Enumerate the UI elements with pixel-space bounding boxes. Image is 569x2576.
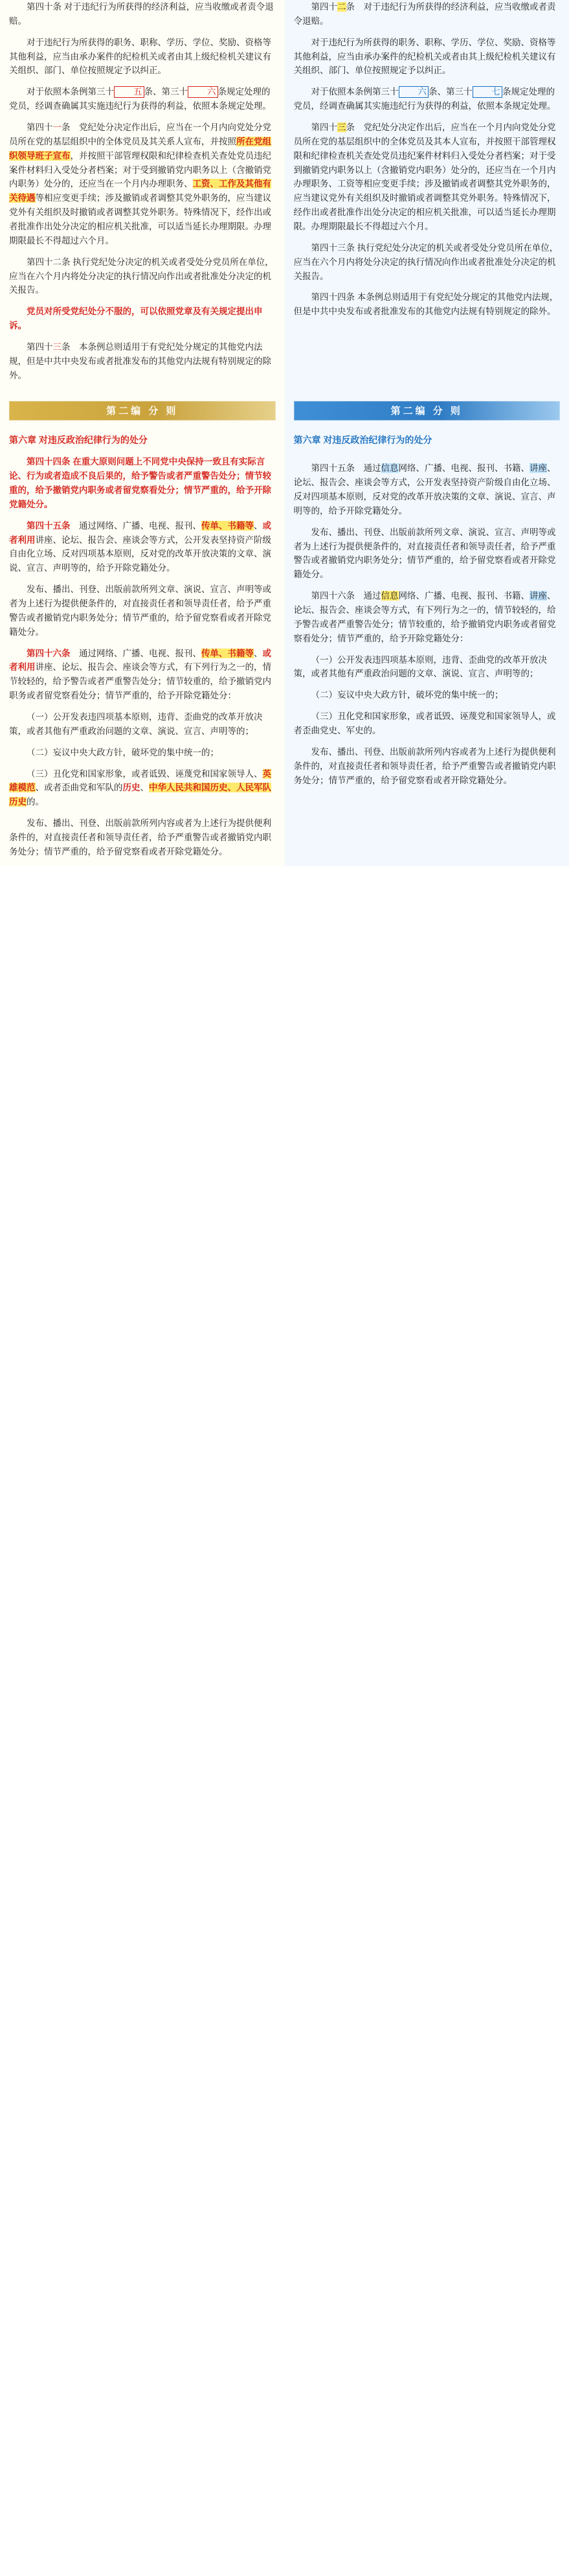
comparison-columns-top [0,0,569,390]
boxed-number: 六 [188,86,218,98]
paragraph: 第四十二条 对于违纪行为所获得的经济利益，应当收缴或者责令退赔。 [293,2,556,26]
paragraph: 对于违纪行为所获得的职务、职称、学历、学位、奖励、资格等其他利益，应当由承办案件的纪检机关或者由其上级纪检机关建议有关组织、部门、单位按照规定予以纠正。 [293,37,556,76]
list-item: （二）妄议中央大政方针，破坏党的集中统一的； [27,747,219,757]
banner-cell-right [285,390,569,430]
chapter-title-left: 第六章 对违反政治纪律行为的处分 [9,434,148,445]
document-page [0,0,569,866]
section-banner-row [0,390,569,430]
paragraph-article46-right: 第四十六条 通过信息网络、广播、电视、报刊、书籍、讲座、论坛、报告会、座谈会等方式，有下列行为之一的，情节较轻的，给予警告或者严重警告处分；情节较重的，给予撤销党内职务或者留党察看处分；情节严重的，给予开除党籍处分： [293,591,556,643]
banner-cell-left [0,390,285,430]
paragraph-article43: 第四十三条 本条例总则适用于有党纪处分规定的其他党内法规，但是中共中央发布或者批准发布的其他党内法规有特别规定的除外。 [9,342,271,380]
paragraph-article42: 第四十二条 执行党纪处分决定的机关或者受处分党员所在单位，应当在六个月内将处分决定的执行情况向作出或者批准处分决定的机关报告。 [9,257,274,295]
paragraph: 第四十条 对于违纪行为所获得的经济利益，应当收缴或者责令退赔。 [9,2,274,26]
paragraph-appeal-clause: 党员对所受党纪处分不服的，可以依照党章及有关规定提出申诉。 [9,306,263,331]
paragraph-article44: 第四十四条 本条例总则适用于有党纪处分规定的其他党内法规，但是中共中央发布或者批准发布的其他党内法规有特别规定的除外。 [293,292,559,317]
paragraph-article43: 第四十三条 党纪处分决定作出后，应当在一个月内向党处分党员所在党的基层组织中的全体党员及其本人宣布，并按照干部管理权限和纪律检查机关查处党员违纪案件材料归入受处分者档案；对于受到撤销党内职务以上（含撤销党内职务）处分的，还应当在一个月内办理职务、工资等相应变更手续；涉及撤销或者调整其党外职务的，应当建议党外有关组织及时撤销或者调整其党外职务。特殊情况下，经作出或者批准作出处分决定的相应机关批准，可以适当延长办理期限。办理期限最长不得超过六个月。 [293,122,556,232]
paragraph-article45-tail-right: 发布、播出、刊登、出版前款所列文章、演说、宣言、声明等或者为上述行为提供便条件的，对直接责任者和领导责任者，给予严重警告或者撤销党内职务处分；情节严重的，给予留党察看或者开除党籍处分。 [293,527,556,580]
boxed-number: 六 [399,86,429,98]
list-item: （二）妄议中央大政方针，破坏党的集中统一的； [311,690,504,700]
section-banner-label-left: 第二编 分 则 [9,401,276,420]
section-banner-left [9,400,276,421]
paragraph-article43b: 第四十三条 执行党纪处分决定的机关或者受处分党员所在单位，应当在六个月内将处分决定的执行情况向作出或者批准处分决定的机关报告。 [293,242,559,281]
list-item: （三）丑化党和国家形象，或者诋毁、诬蔑党和国家领导人、英雄模范、或者歪曲党和军队的历史、中华人民共和国历史、人民军队历史的。 [9,768,271,807]
paragraph: 对于依照本条例第三十 六 条、第三十 七 条规定处理的党员，经调查确属其实施违纪行为获得的利益，依照本条规定处理。 [293,87,556,111]
column-left-old-version [0,0,285,390]
boxed-number: 五 [114,86,144,98]
paragraph-article46-left: 第四十六条 通过网络、广播、电视、报刊、传单、书籍等、或者利用讲座、论坛、报告会、座谈会等方式，有下列行为之一的，情节较轻的，给予警告或者严重警告处分；情节较重的，给予撤销党内职务或者留党察看处分；情节严重的，给予开除党籍处分： [9,648,271,701]
paragraph-article41: 第四十一条 党纪处分决定作出后，应当在一个月内向党处分党员所在党的基层组织中的全体党员及其关系人宣布，并按照所在党组织领导班子宣布，并按照干部管理权限和纪律检查机关查处党员违纪案件材料归入受处分者档案；对于受到撤销党内职务以上（含撤销党内职务）处分的，还应当在一个月内办理职务、工资、工作及其他有关待遇等相应变更手续；涉及撤销或者调整其党外职务的，应当建议党外有关组织及时撤销或者调整其党外职务。特殊情况下，经作出或者批准作出处分决定的相应机关批准，可以适当延长办理期限。办理期限最长不得超过六个月。 [9,122,271,246]
paragraph-article45-right: 第四十五条 通过信息网络、广播、电视、报刊、书籍、讲座、论坛、报告会、座谈会等方式，公开发表坚持资产阶级自由化立场、反对四项基本原则，反对党的改革开放决策的文章、演说、宣言、声明等的，给予开除党籍处分。 [293,463,556,516]
paragraph-article46-tail-right: 发布、播出、刊登、出版前款所列内容或者为上述行为提供便利条件的，对直接责任者和领导责任者，给予严重警告或者撤销党内职务处分；情节严重的，给予留党察看或者开除党籍处分。 [293,746,556,785]
list-item: （一）公开发表违四项基本原则，违背、歪曲党的改革开放决策，或者其他有严重政治问题的文章、演说、宣言、声明等的； [293,654,547,679]
section-banner-label-right: 第二编 分 则 [294,401,561,420]
list-item: （三）丑化党和国家形象，或者诋毁、诬蔑党和国家领导人，或者歪曲党史、军史的。 [293,711,556,736]
column-right-chapter6 [285,430,569,866]
list-item: （一）公开发表违四项基本原则，违背、歪曲党的改革开放决策，或者其他有严重政治问题的文章、演说、宣言、声明等的； [9,712,263,736]
chapter-title-right: 第六章 对违反政治纪律行为的处分 [293,434,432,445]
spacer [294,455,561,461]
paragraph: 对于违纪行为所获得的职务、职称、学历、学位、奖励、资格等其他利益，应当由承办案件的纪检机关或者由其上级纪检机关建议有关组织、部门、单位按照规定予以纠正。 [9,37,271,76]
boxed-number: 七 [473,86,503,98]
comparison-columns-bottom [0,430,569,866]
paragraph-article45-tail-left: 发布、播出、刊登、出版前款所列文章、演说、宣言、声明等或者为上述行为提供便条件的，对直接责任者和领导责任者，给予严重警告或者撤销党内职务处分；情节严重的，给予留党察看或者开除党籍处分。 [9,584,271,637]
section-banner-right [294,400,561,421]
paragraph-article45-left: 第四十五条 通过网络、广播、电视、报刊、传单、书籍等、或者利用讲座、论坛、报告会、座谈会等方式，公开发表坚持资产阶级自由化立场、反对四项基本原则，反对党的改革开放决策的文章、演说、宣言、声明等的，给予开除党籍处分。 [9,520,271,573]
paragraph: 对于依照本条例第三十 五 条、第三十 六 条规定处理的党员，经调查确属其实施违纪行为获得的利益，依照本条规定处理。 [9,87,271,111]
paragraph-article46-tail-left: 发布、播出、刊登、出版前款所列内容或者为上述行为提供便利条件的，对直接责任者和领导责任者，给予严重警告或者撤销党内职务处分；情节严重的，给予留党察看或者开除党籍处分。 [9,818,271,857]
paragraph-article44-left: 第四十四条 在重大原则问题上不同党中央保持一致且有实际言论、行为或者造成不良后果的，给予警告或者严重警告处分；情节较重的，给予撤销党内职务或者留党察看处分；情节严重的，给予开除党籍处分。 [9,457,271,509]
column-right-new-version [285,0,569,390]
column-left-chapter6 [0,430,285,866]
